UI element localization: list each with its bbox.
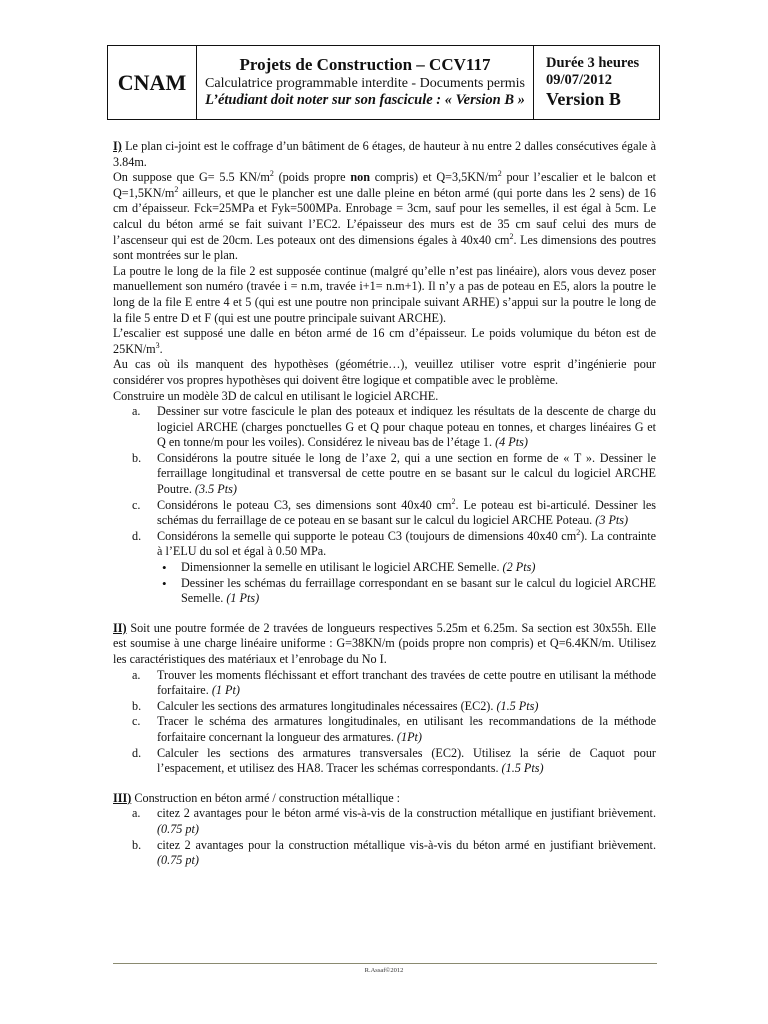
section2-questions	[113, 668, 656, 777]
item-points: (2 Pts)	[502, 560, 536, 575]
section2-text: Soit une poutre formée de 2 travées de longueurs respectives 5.25m et 6.25m. Sa section est 30x55h. Elle est soumise à une charge linéaire uniforme : G=38KN/m (poids propre non compris) et Q=6.4KN/m. Utilisez les caractéristiques des matériaux et l’enrobage du No I.	[113, 620, 656, 666]
superscript: 2	[451, 496, 456, 506]
emphasis-non: non	[350, 170, 370, 185]
bullet-item	[181, 576, 656, 607]
superscript: 2	[497, 169, 502, 179]
item-points: (4 Pts)	[495, 435, 528, 450]
exam-body	[113, 139, 656, 869]
text-run: compris) et Q=3,5KN/m	[370, 170, 498, 185]
institution-cell	[108, 46, 197, 119]
section1-intro	[113, 139, 656, 170]
item-text: . Le poteau est bi-articulé. Dessiner les schémas du ferraillage de ce poteau en se basant sur le calcul du logiciel ARCHE Poteau.	[157, 497, 656, 528]
item-label: a.	[132, 667, 141, 682]
spacer	[113, 607, 656, 621]
section1-beam-note: La poutre le long de la file 2 est supposée continue (malgré qu’elle n’est pas linéaire), alors vous devez poser manuellement son numéro (travée i = n.m, travée i+1= n.m+1). Il n’y a pas de poteau en E5, alors la poutre le long de la file E entre 4 et 5 (qui est une poutre non principale suivant ARHE) s’appui sur la poutre le long de la file 5 entre D et F (qui est une poutre principale suivant ARCHE).	[113, 263, 656, 325]
info-cell	[534, 46, 659, 119]
item-text: Dessiner sur votre fascicule le plan des poteaux et indiquez les résultats de la descente de charge du logiciel ARCHE (charges ponctuelles G et Q pour chaque poteau en tonnes, et charges linéaires G et Q en tonne/m pour les voiles). Considérez le niveau bas de l’étage 1.	[157, 404, 656, 450]
bullet-item	[181, 560, 656, 576]
item-label: c.	[132, 497, 141, 512]
item-label: d.	[132, 528, 142, 543]
item-label: d.	[132, 745, 142, 760]
question-1b	[132, 450, 656, 498]
section1-model: Construire un modèle 3D de calcul en utilisant le logiciel ARCHE.	[113, 388, 439, 403]
item-points: (1.5 Pts)	[496, 698, 539, 713]
exam-date: 09/07/2012	[546, 72, 613, 89]
question-2c	[132, 714, 656, 745]
question-1c	[132, 496, 656, 529]
item-text: citez 2 avantages pour la construction métallique vis-à-vis du béton armé en justifiant brièvement.	[157, 837, 656, 852]
text-run: ailleurs, et que le plancher est une dalle pleine en béton armé (qui porte dans les 2 sens) de 16 cm d’épaisseur. Fck=25MPa et Fyk=500MPa. Enrobage = 3cm, sauf pour les semelles, il est égal à 5cm. Le calcul du béton armé se fait suivant l’EC2. L’épaisseur des murs est de 35 cm sauf celui des murs de l’ascenseur qui est de 20cm. Les poteaux ont des dimensions égales à 40x40 cm	[113, 185, 656, 247]
item-points: (1.5 Pts)	[501, 761, 544, 776]
text-run: . Les dimensions des poutres sont montrées sur le plan.	[113, 232, 656, 263]
item-text: Considérons la poutre située le long de l’axe 2, qui a une section en forme de « T ». Dessiner le ferraillage longitudinal et transversal de cette poutre en se basant sur le calcul du logiciel ARCHE Poutre.	[157, 450, 656, 497]
item-label: a.	[132, 806, 141, 821]
question-3b	[132, 837, 656, 869]
item-points: (1 Pts)	[226, 591, 260, 606]
item-text: citez 2 avantages pour le béton armé vis-à-vis de la construction métallique en justifiant brièvement.	[157, 806, 656, 821]
section2-intro	[113, 621, 656, 668]
exam-duration: Durée 3 heures	[546, 55, 640, 72]
item-label: c.	[132, 714, 141, 729]
bullet-text: Dimensionner la semelle en utilisant le logiciel ARCHE Semelle.	[181, 560, 503, 575]
item-points: (0.75 pt)	[157, 821, 199, 836]
section2-number: II)	[113, 620, 127, 635]
item-text: ). La contrainte à l’ELU du sol et égal à 0.50 MPa.	[157, 528, 657, 559]
item-text: Calculer les sections des armatures longitudinales nécessaires (EC2).	[157, 698, 497, 713]
superscript: 2	[174, 184, 179, 194]
superscript: 2	[509, 231, 514, 241]
question-3a	[132, 806, 656, 837]
section3-text: Construction en béton armé / construction métallique :	[131, 790, 401, 805]
item-points: (1Pt)	[396, 729, 422, 744]
superscript: 2	[576, 527, 581, 537]
question-2b	[132, 698, 656, 715]
item-label: b.	[132, 698, 142, 713]
section3-questions	[113, 806, 656, 868]
question-1a	[132, 404, 656, 451]
question-2a	[132, 667, 656, 699]
item-text: Considérons le poteau C3, ses dimensions sont 40x40 cm	[157, 497, 452, 512]
section1-questions	[113, 404, 656, 607]
text-run: L’escalier est supposé une dalle en béton armé de 16 cm d’épaisseur. Le poids volumique du béton est de 25KN/m	[113, 326, 656, 356]
institution-name: CNAM	[117, 69, 187, 95]
item-points: (0.75 pt)	[157, 853, 199, 868]
item-text: Calculer les sections des armatures transversales (EC2). Utilisez la série de Caquot pour l’espacement, et utilisez des HA8. Tracer les schémas correspondants.	[157, 745, 656, 776]
spacer	[113, 777, 656, 791]
question-2d	[132, 745, 656, 777]
item-text: Considérons la semelle qui supporte le poteau C3 (toujours de dimensions 40x40 cm	[157, 528, 577, 543]
item-points: (1 Pt)	[211, 683, 240, 698]
section1-hypotheses: Au cas où ils manquent des hypothèses (géométrie…), veuillez utiliser votre esprit d’ingénierie pour considérer vos propres hypothèses qui doivent être logique et compatible avec le problème.	[113, 357, 656, 387]
question-1d-bullets	[157, 560, 656, 607]
section1-stair-note	[113, 326, 656, 357]
superscript: 2	[269, 169, 274, 179]
exam-version: Version B	[546, 88, 621, 109]
bullet-text: Dessiner les schémas du ferraillage correspondant en se basant sur le calcul du logiciel ARCHE Semelle.	[181, 575, 656, 606]
item-points: (3 Pts)	[595, 513, 629, 528]
course-title: Projets de Construction – CCV117	[239, 55, 491, 75]
item-points: (3.5 Pts)	[194, 482, 237, 497]
text-run: pour l’escalier et le balcon et Q=1,5KN/m	[113, 170, 657, 200]
item-text: Trouver les moments fléchissant et effort tranchant des travées de cette poutre en utilisant la méthode forfaitaire.	[157, 667, 656, 698]
item-label: a.	[132, 404, 141, 419]
text-run: (poids propre	[273, 170, 351, 185]
footer-copyright: R.Assaf©2012	[364, 967, 404, 974]
exam-header	[107, 45, 660, 120]
title-cell	[197, 46, 534, 119]
item-label: b.	[132, 450, 142, 465]
section3-intro	[113, 791, 656, 807]
course-subtitle: Calculatrice programmable interdite - Documents permis	[205, 75, 525, 91]
section1-loads	[113, 170, 656, 264]
item-text: Tracer le schéma des armatures longitudinales, en utilisant les recommandations de la méthode forfaitaire concernant la longueur des armatures.	[157, 714, 656, 744]
section3-number: III)	[113, 790, 132, 805]
superscript: 3	[155, 340, 160, 350]
question-1d	[132, 527, 657, 607]
section1-number: I)	[113, 139, 122, 153]
section1-p1: Le plan ci-joint est le coffrage d’un bâtiment de 6 étages, de hauteur à nu entre 2 dalles consécutives égale à 3.84m.	[113, 139, 656, 169]
student-instruction: L’étudiant doit noter sur son fascicule : « Version B »	[205, 92, 525, 109]
text-run: .	[159, 341, 163, 356]
item-label: b.	[132, 837, 142, 852]
footer-divider	[113, 963, 657, 964]
text-run: On suppose que G= 5.5 KN/m	[113, 170, 270, 185]
